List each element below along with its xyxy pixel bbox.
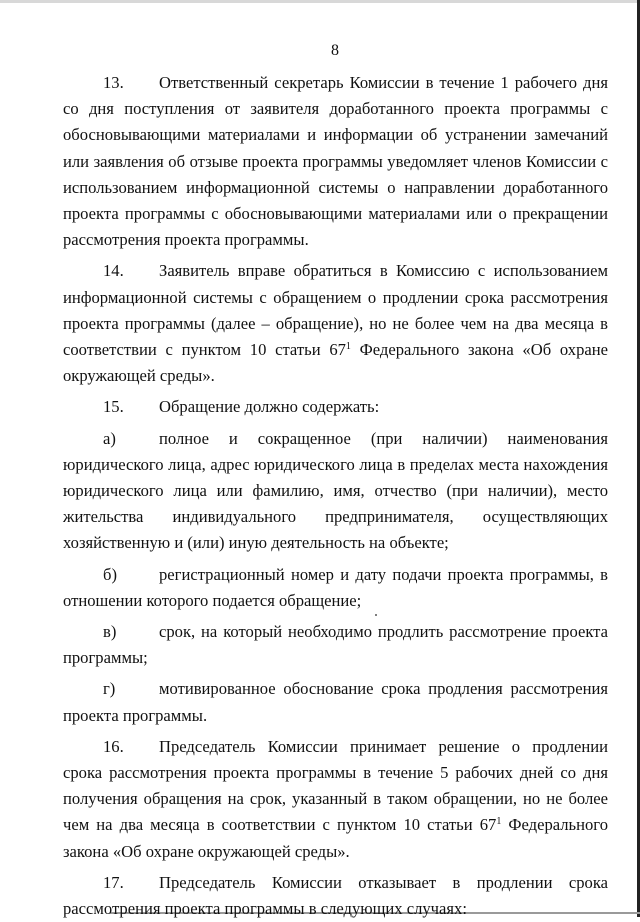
paragraph-15 bbox=[63, 394, 608, 420]
paragraph-label: 17. bbox=[103, 872, 124, 892]
paragraph-text-tail: Федерального закона «Об охране окружающей среды». bbox=[63, 815, 608, 861]
list-item-text: срок, на который необходимо продлить рассмотрение проекта программы; bbox=[63, 622, 608, 668]
paragraph-text: Председатель Комиссии отказывает в продлении срока рассмотрения проекта программы в следующих случаях: bbox=[63, 872, 608, 919]
paragraph-17 bbox=[63, 870, 608, 922]
list-item-g bbox=[63, 676, 608, 728]
list-item-v bbox=[63, 619, 608, 671]
paragraph-label: 16. bbox=[103, 736, 124, 756]
list-item-a bbox=[63, 426, 608, 557]
paragraph-label: 15. bbox=[103, 397, 124, 417]
paragraph-text-tail: Федерального закона «Об охране окружающей среды». bbox=[63, 340, 608, 386]
paragraph-13 bbox=[63, 70, 608, 253]
scan-speck bbox=[375, 614, 377, 616]
list-item-b bbox=[63, 562, 608, 614]
paragraph-text: Председатель Комиссии принимает решение о продлении срока рассмотрения проекта программы в течение 5 рабочих дней со дня получения обращения на срок, указанный в таком обращении, но не более чем на два месяца в соответствии с пунктом 10 статьи 67 bbox=[63, 736, 608, 835]
paragraph-label: 13. bbox=[103, 73, 124, 92]
list-item-label: а) bbox=[103, 428, 116, 448]
scan-edge-top bbox=[0, 0, 640, 3]
list-item-label: г) bbox=[103, 679, 116, 699]
list-item-label: б) bbox=[103, 564, 117, 584]
list-item-text: мотивированное обоснование срока продления рассмотрения проекта программы. bbox=[63, 679, 608, 725]
superscript-1: 1 bbox=[496, 816, 502, 828]
document-body bbox=[63, 70, 608, 922]
page-number: 8 bbox=[331, 42, 339, 59]
paragraph-text: Ответственный секретарь Комиссии в течение 1 рабочего дня со дня поступления от заявителя доработанного проекта программы с обосновывающими материалами и информации об устранении замечаний или заявления об отзыве проекта программы уведомляет членов Комиссии с использованием информационной системы о направлении доработанного проекта программы с обосновывающими материалами или о прекращении рассмотрения проекта программы. bbox=[63, 73, 608, 250]
superscript-1: 1 bbox=[345, 341, 351, 353]
paragraph-14 bbox=[63, 258, 608, 389]
list-item-text: регистрационный номер и дату подачи проекта программы, в отношении которого подается обращение; bbox=[63, 564, 608, 610]
list-item-text: полное и сокращенное (при наличии) наименования юридического лица, адрес юридического лица в пределах места нахождения юридического лица или фамилию, имя, отчество (при наличии), место жительства индивидуального предпринимателя, осуществляющих хозяйственную и (или) иную деятельность на объекте; bbox=[63, 428, 608, 553]
paragraph-16 bbox=[63, 734, 608, 865]
paragraph-text: Обращение должно содержать: bbox=[159, 397, 380, 417]
list-item-label: в) bbox=[103, 622, 117, 642]
paragraph-text: Заявитель вправе обратиться в Комиссию с использованием информационной системы с обращением о продлении срока рассмотрения проекта программы (далее – обращение), но не более чем на два месяца в соответствии с пунктом 10 статьи 67 bbox=[63, 261, 608, 360]
paragraph-label: 14. bbox=[103, 261, 124, 281]
